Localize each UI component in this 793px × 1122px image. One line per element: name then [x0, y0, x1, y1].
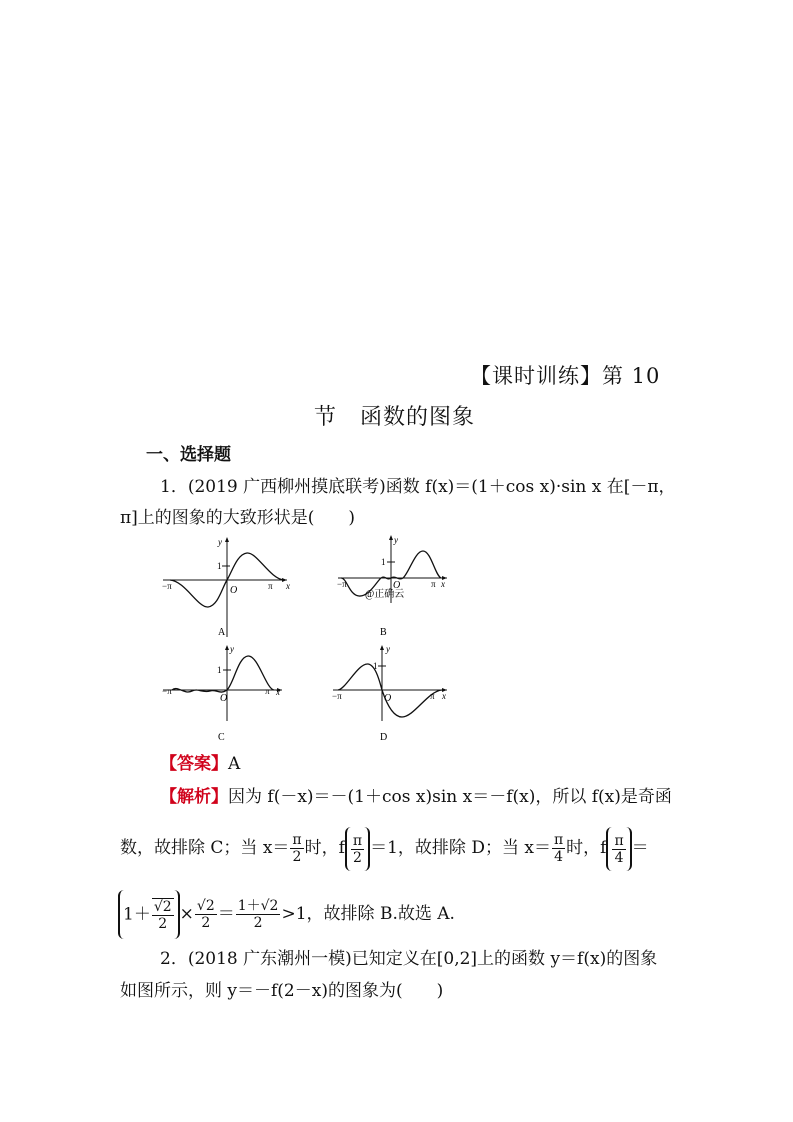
graph-option-d [330, 643, 465, 743]
tick-label-one: 1 [217, 665, 222, 675]
question1-line1: 1．(2019 广西柳州摸底联考)函数 f(x)＝(1＋cos x)·sin x 在[－π， [160, 477, 676, 497]
tick-label-pi: π [265, 686, 270, 696]
analysis-text-2a: 数，故排除 C；当 x＝ [120, 838, 290, 858]
axis-x-label: x [442, 691, 446, 701]
axis-y-label: y [394, 535, 398, 545]
fraction-sqrt2-over-2: $\frac{√2}{2}$ [196, 898, 215, 931]
analysis-line1 [160, 780, 672, 814]
option-label-b: B [380, 627, 387, 638]
analysis-text-2c: ＝1，故排除 D；当 x＝ [370, 838, 551, 858]
option-label-a: A [218, 627, 226, 638]
page-title-line1: 【课时训练】第 10 [470, 364, 661, 388]
tick-label-pi: π [431, 579, 436, 589]
question2-line1: 2．(2018 广东潮州一模)已知定义在[0,2]上的函数 y＝f(x)的图象 [160, 949, 658, 969]
option-label-d: D [380, 732, 388, 743]
question2-line2: 如图所示，则 y＝－f(2－x)的图象为( ) [120, 981, 444, 1001]
tick-label-one: 1 [381, 557, 386, 567]
answer-value: A [228, 754, 241, 774]
question1-line2: π]上的图象的大致形状是( ) [120, 508, 356, 528]
analysis-text-2b: 时，f [304, 838, 345, 858]
tick-label-one: 1 [373, 661, 378, 671]
bracket-pi-over-4: $\frac{\pi}{4}$ [606, 827, 631, 871]
section-heading: 一、选择题 [146, 445, 231, 465]
analysis-label: 【解析】 [160, 787, 228, 807]
tick-label-neg-pi: −π [162, 581, 172, 591]
analysis-text-3-end: >1，故排除 B.故选 A. [281, 904, 455, 924]
origin-label: O [384, 693, 392, 704]
tick-label-pi: π [268, 581, 273, 591]
analysis-text-1: 因为 f(－x)＝－(1＋cos x)sin x＝－f(x)，所以 f(x)是奇函 [228, 787, 672, 807]
axis-x-label: x [276, 687, 280, 697]
axis-y-label: y [218, 537, 222, 547]
fraction-1-plus-sqrt2-over-2: $\frac{1+√2}{2}$ [237, 898, 279, 931]
bracket-one-plus-sqrt2-over-2: 1＋ $\frac{√2}{2}$ [118, 890, 180, 939]
analysis-line2 [120, 826, 649, 871]
axis-y-label: y [230, 644, 234, 654]
tick-label-neg-pi: −π [332, 691, 342, 701]
graph-option-b [335, 533, 470, 645]
fraction-pi-over-4: $\frac{\pi}{4}$ [553, 832, 564, 865]
times-sign: × [179, 904, 194, 924]
watermark-text: @正确云 [365, 589, 405, 600]
answer-line [160, 747, 240, 781]
graph-option-a [160, 533, 295, 645]
option-label-c: C [218, 732, 225, 743]
answer-label: 【答案】 [160, 754, 228, 774]
tick-label-one: 1 [217, 561, 222, 571]
axis-x-label: x [286, 581, 290, 591]
graph-option-c [160, 643, 295, 743]
origin-label: O [393, 580, 401, 591]
analysis-text-2d: 时，f [566, 838, 607, 858]
tick-label-neg-pi: −π [337, 579, 347, 589]
tick-label-pi: π [430, 691, 435, 701]
axis-x-label: x [441, 579, 445, 589]
bracket-pi-over-2: $\frac{\pi}{2}$ [345, 827, 370, 871]
equals-sign: ＝ [217, 904, 235, 924]
analysis-text-2e: ＝ [631, 838, 649, 858]
origin-label: O [230, 585, 238, 596]
page-title-line2: 节 函数的图象 [314, 405, 476, 430]
analysis-line3 [118, 890, 455, 939]
axis-y-label: y [386, 644, 390, 654]
tick-label-neg-pi: −π [162, 686, 172, 696]
fraction-pi-over-2: $\frac{\pi}{2}$ [292, 832, 302, 865]
origin-label: O [220, 693, 228, 704]
